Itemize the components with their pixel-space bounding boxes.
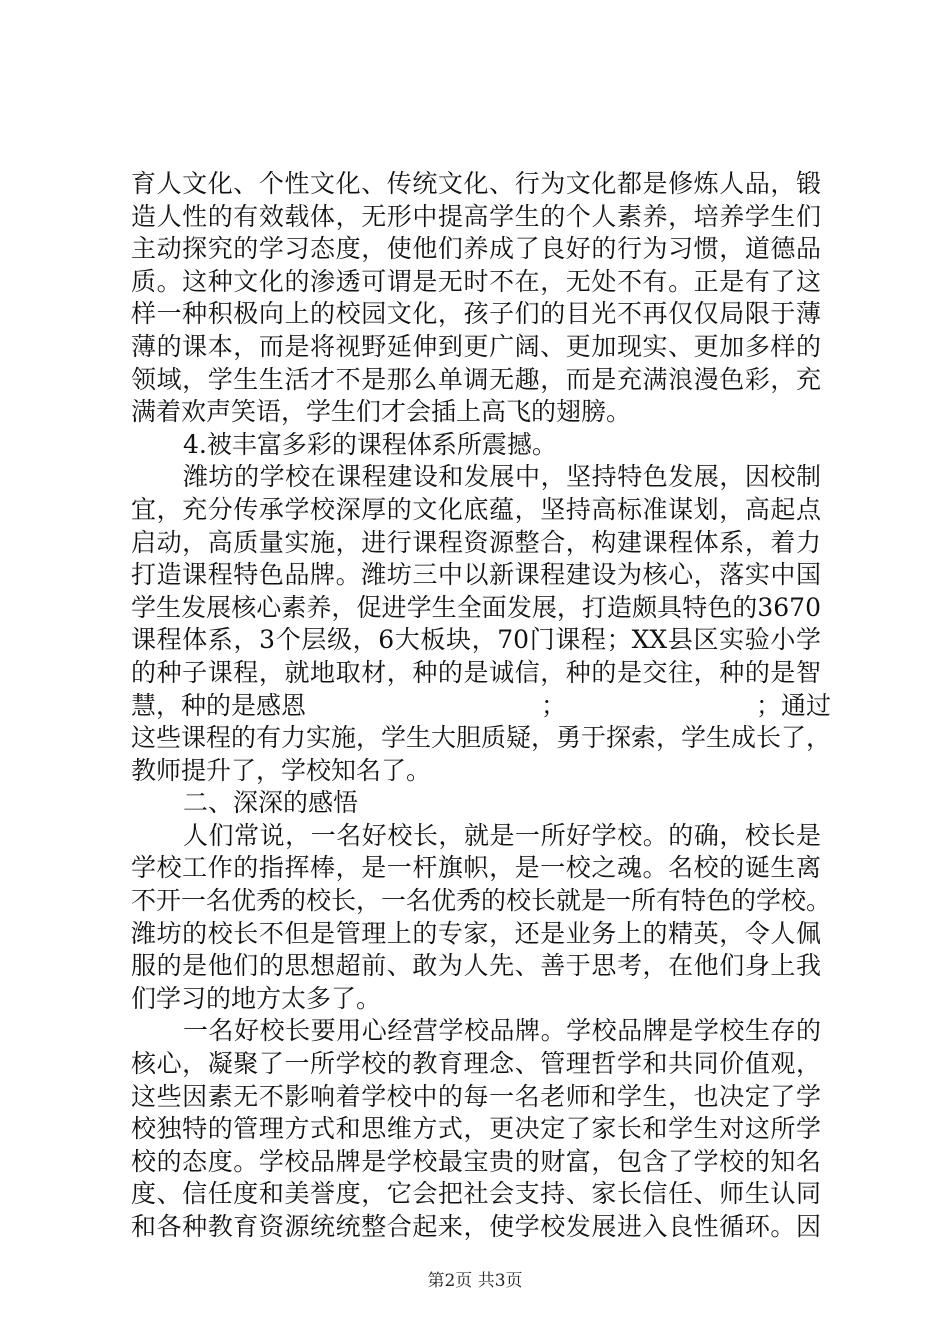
- text-line: 人们常说，一名好校长，就是一所好学校。的确，校长是: [183, 820, 821, 850]
- text-line: 育人文化、个性文化、传统文化、行为文化都是修炼人品，锻: [131, 169, 821, 198]
- text-line: 服的是他们的思想超前、敢为人先、善于思考，在他们身上我: [131, 951, 821, 981]
- text-line: 主动探究的学习态度，使他们养成了良好的行为习惯，道德品: [131, 234, 821, 264]
- text-segment: 慧，种的是感恩: [131, 690, 307, 720]
- text-line: 学校工作的指挥棒，是一杆旗帜，是一校之魂。名校的诞生离: [131, 853, 821, 883]
- text-line: 校独特的管理方式和思维方式，更决定了家长和学生对这所学: [131, 1114, 821, 1144]
- text-line: 薄的课本，而是将视野延伸到更广阔、更加现实、更加多样的: [131, 331, 821, 361]
- text-line: 学生发展核心素养，促进学生全面发展，打造颇具特色的3670: [131, 592, 821, 622]
- text-line: 潍坊的校长不但是管理上的专家，还是业务上的精英，令人佩: [131, 918, 821, 948]
- text-line: 潍坊的学校在课程建设和发展中，坚持特色发展，因校制: [183, 462, 821, 492]
- text-line: 质。这种文化的渗透可谓是无时不在，无处不有。正是有了这: [131, 266, 821, 296]
- text-line: 造人性的有效载体，无形中提高学生的个人素养，培养学生们: [131, 201, 821, 231]
- section-heading: 二、深深的感悟: [183, 788, 359, 818]
- text-line: 的种子课程，就地取材，种的是诚信，种的是交往，种的是智: [131, 657, 821, 687]
- body-text: [131, 168, 832, 1244]
- text-segment: ；通过: [756, 690, 832, 720]
- text-line: 宜，充分传承学校深厚的文化底蕴，坚持高标准谋划，高起点: [131, 494, 821, 524]
- text-line: 启动，高质量实施，进行课程资源整合，构建课程体系，着力: [131, 527, 821, 557]
- text-line: 度、信任度和美誉度，它会把社会支持、家长信任、师生认同: [131, 1179, 821, 1209]
- text-line: 校的态度。学校品牌是学校最宝贵的财富，包含了学校的知名: [131, 1146, 821, 1176]
- text-line: 教师提升了，学校知名了。: [131, 755, 432, 785]
- text-line: 领域，学生生活才不是那么单调无趣，而是充满浪漫色彩，充: [131, 364, 821, 394]
- text-line: 和各种教育资源统统整合起来，使学校发展进入良性循环。因: [131, 1212, 821, 1241]
- section-heading: 4.被丰富多彩的课程体系所震撼。: [183, 429, 557, 459]
- text-line: 一名好校长要用心经营学校品牌。学校品牌是学校生存的: [183, 1016, 821, 1046]
- text-line: 不开一名优秀的校长，一名优秀的校长就是一所有特色的学校。: [131, 886, 832, 916]
- text-line: 满着欢声笑语，学生们才会插上高飞的翅膀。: [131, 397, 632, 427]
- text-line: 们学习的地方太多了。: [131, 983, 382, 1013]
- text-line: 课程体系，3个层级，6大板块，70门课程；XX县区实验小学: [131, 625, 821, 655]
- text-line: 这些因素无不影响着学校中的每一名老师和学生，也决定了学: [131, 1081, 821, 1111]
- text-line: 这些课程的有力实施，学生大胆质疑，勇于探索，学生成长了，: [131, 723, 832, 753]
- text-line-with-gaps: [131, 690, 832, 723]
- text-line: 核心，凝聚了一所学校的教育理念、管理哲学和共同价值观，: [131, 1049, 821, 1079]
- text-segment: ；: [541, 690, 567, 720]
- text-line: 样一种积极向上的校园文化，孩子们的目光不再仅仅局限于薄: [131, 299, 821, 329]
- text-line: 打造课程特色品牌。潍坊三中以新课程建设为核心，落实中国: [131, 560, 821, 590]
- page-footer: 第2页 共3页: [427, 1271, 523, 1291]
